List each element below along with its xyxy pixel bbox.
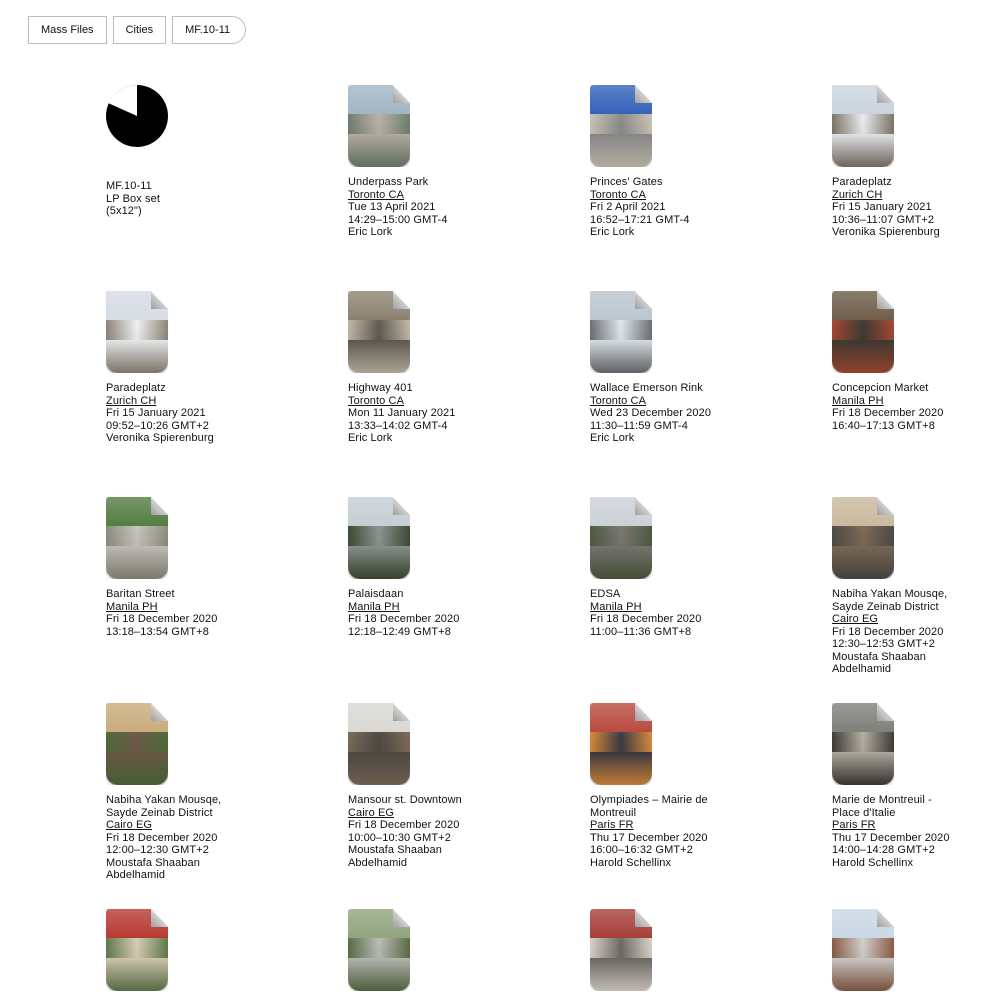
cities-button[interactable]: Cities: [113, 16, 167, 44]
file-meta: [590, 176, 790, 239]
file-card[interactable]: [590, 497, 790, 638]
set-button[interactable]: MF.10-11: [172, 16, 246, 44]
file-title: Paradeplatz: [832, 176, 892, 188]
location-link[interactable]: Manila PH: [348, 600, 400, 613]
file-date: Mon 11 January 2021: [348, 407, 456, 419]
file-date: Fri 18 December 2020: [106, 831, 218, 844]
file-meta: [590, 382, 790, 445]
file-time: 09:52–10:26 GMT+2: [106, 419, 209, 432]
file-thumbnail-icon[interactable]: [106, 703, 168, 785]
set-line-3: (5x12"): [106, 205, 142, 217]
file-thumbnail-icon[interactable]: [832, 291, 894, 373]
file-thumbnail-icon[interactable]: [348, 909, 410, 991]
mass-files-button[interactable]: Mass Files: [28, 16, 107, 44]
file-thumbnail-icon[interactable]: [590, 497, 652, 579]
file-thumbnail-icon[interactable]: [348, 497, 410, 579]
file-date: Fri 18 December 2020: [348, 819, 460, 831]
file-title: Underpass Park: [348, 176, 429, 188]
file-card[interactable]: [106, 909, 306, 1000]
file-time: 10:36–11:07 GMT+2: [832, 213, 935, 226]
location-link[interactable]: Cairo EG: [832, 613, 879, 625]
file-author: Abdelhamid: [106, 869, 166, 881]
location-link[interactable]: Toronto CA: [590, 394, 647, 407]
location-link[interactable]: Toronto CA: [348, 394, 405, 407]
file-title: Palaisdaan: [348, 588, 404, 600]
file-card[interactable]: [106, 291, 306, 445]
file-date: Fri 15 January 2021: [106, 407, 206, 419]
file-meta: [590, 588, 790, 638]
file-meta: [832, 382, 1000, 432]
file-title: Nabiha Yakan Mousqe,: [106, 794, 222, 806]
file-author: Eric Lork: [590, 432, 635, 444]
file-card[interactable]: [106, 497, 306, 638]
file-time: 12:30–12:53 GMT+2: [832, 638, 935, 650]
file-card[interactable]: [590, 909, 790, 1000]
file-title: Mansour st. Downtown: [348, 794, 462, 806]
location-link[interactable]: Manila PH: [832, 394, 884, 407]
top-navigation: [28, 16, 246, 44]
file-meta: [348, 588, 548, 638]
file-meta: [348, 382, 548, 445]
file-card[interactable]: [590, 85, 790, 239]
file-title: Place d'Italie: [832, 806, 896, 819]
file-title: Concepcion Market: [832, 382, 929, 394]
file-card[interactable]: [832, 909, 1000, 1000]
file-meta: [348, 176, 548, 239]
file-title: Baritan Street: [106, 588, 175, 600]
file-title: Princes' Gates: [590, 176, 663, 188]
file-card[interactable]: [106, 703, 306, 882]
set-line-2: LP Box set: [106, 192, 160, 205]
location-link[interactable]: Toronto CA: [590, 188, 647, 201]
file-author: Eric Lork: [348, 432, 393, 444]
file-date: Fri 18 December 2020: [106, 613, 218, 625]
file-author: Abdelhamid: [832, 663, 892, 675]
file-thumbnail-icon[interactable]: [590, 291, 652, 373]
file-thumbnail-icon[interactable]: [106, 291, 168, 373]
file-title: Sayde Zeinab District: [106, 806, 213, 819]
file-thumbnail-icon[interactable]: [832, 703, 894, 785]
location-link[interactable]: Zurich CH: [106, 394, 157, 407]
file-title: Nabiha Yakan Mousqe,: [832, 588, 948, 600]
file-thumbnail-icon[interactable]: [106, 909, 168, 991]
file-thumbnail-icon[interactable]: [590, 85, 652, 167]
file-title: Marie de Montreuil -: [832, 794, 932, 806]
file-thumbnail-icon[interactable]: [348, 291, 410, 373]
file-date: Fri 18 December 2020: [348, 613, 460, 625]
file-card[interactable]: [832, 497, 1000, 676]
file-time: 11:00–11:36 GMT+8: [590, 625, 692, 638]
file-author: Harold Schellinx: [832, 856, 914, 869]
file-title: EDSA: [590, 588, 621, 600]
file-thumbnail-icon[interactable]: [832, 909, 894, 991]
file-author: Eric Lork: [590, 226, 635, 238]
file-time: 12:00–12:30 GMT+2: [106, 844, 209, 856]
location-link[interactable]: Toronto CA: [348, 188, 405, 201]
file-thumbnail-icon[interactable]: [348, 85, 410, 167]
file-thumbnail-icon[interactable]: [832, 497, 894, 579]
file-thumbnail-icon[interactable]: [832, 85, 894, 167]
file-date: Fri 18 December 2020: [832, 625, 944, 638]
file-date: Fri 2 April 2021: [590, 201, 666, 213]
file-card[interactable]: [348, 703, 548, 869]
location-link[interactable]: Cairo EG: [106, 819, 153, 831]
file-card[interactable]: [590, 703, 790, 869]
file-title: Wallace Emerson Rink: [590, 382, 703, 394]
file-card[interactable]: [348, 85, 548, 239]
file-time: 12:18–12:49 GMT+8: [348, 625, 451, 638]
file-date: Fri 18 December 2020: [832, 407, 944, 419]
location-link[interactable]: Cairo EG: [348, 806, 395, 819]
file-date: Thu 17 December 2020: [832, 831, 950, 844]
file-time: 13:33–14:02 GMT-4: [348, 419, 448, 432]
file-meta: [832, 588, 1000, 676]
file-meta: [590, 794, 790, 869]
file-title: Olympiades – Mairie de: [590, 794, 708, 806]
file-time: 10:00–10:30 GMT+2: [348, 831, 451, 844]
file-title: Sayde Zeinab District: [832, 600, 939, 613]
file-author: Moustafa Shaaban: [832, 650, 926, 663]
file-time: 16:40–17:13 GMT+8: [832, 419, 935, 432]
file-meta: [832, 176, 1000, 239]
set-card[interactable]: [106, 85, 306, 218]
file-thumbnail-icon[interactable]: [590, 909, 652, 991]
file-title: Highway 401: [348, 382, 413, 394]
file-author: Veronika Spierenburg: [106, 432, 214, 444]
file-date: Tue 13 April 2021: [348, 201, 436, 213]
location-link[interactable]: Paris FR: [832, 819, 876, 831]
file-card[interactable]: [590, 291, 790, 445]
pie-chart-icon: [106, 85, 168, 147]
file-card[interactable]: [348, 497, 548, 638]
file-meta: [106, 794, 306, 882]
file-card[interactable]: [832, 703, 1000, 869]
file-thumbnail-icon[interactable]: [348, 703, 410, 785]
file-card[interactable]: [348, 909, 548, 1000]
file-date: Thu 17 December 2020: [590, 831, 708, 844]
location-link[interactable]: Zurich CH: [832, 188, 883, 201]
file-author: Abdelhamid: [348, 856, 408, 869]
file-card[interactable]: [832, 291, 1000, 432]
file-thumbnail-icon[interactable]: [590, 703, 652, 785]
file-card[interactable]: [832, 85, 1000, 239]
set-meta: [106, 180, 306, 218]
file-card[interactable]: [348, 291, 548, 445]
file-author: Harold Schellinx: [590, 856, 672, 869]
file-time: 11:30–11:59 GMT-4: [590, 419, 688, 432]
file-date: Fri 15 January 2021: [832, 201, 932, 213]
file-title: Montreuil: [590, 806, 637, 819]
file-date: Fri 18 December 2020: [590, 613, 702, 625]
file-meta: [832, 794, 1000, 869]
file-title: Paradeplatz: [106, 382, 166, 394]
set-id: MF.10-11: [106, 180, 152, 192]
file-time: 16:52–17:21 GMT-4: [590, 213, 690, 226]
location-link[interactable]: Manila PH: [106, 600, 158, 613]
file-meta: [348, 794, 548, 869]
file-thumbnail-icon[interactable]: [106, 497, 168, 579]
file-author: Moustafa Shaaban: [348, 844, 442, 856]
file-time: 14:29–15:00 GMT-4: [348, 213, 448, 226]
file-meta: [106, 382, 306, 445]
file-date: Wed 23 December 2020: [590, 407, 712, 419]
file-meta: [106, 588, 306, 638]
location-link[interactable]: Paris FR: [590, 819, 634, 831]
location-link[interactable]: Manila PH: [590, 600, 642, 613]
file-author: Moustafa Shaaban: [106, 856, 200, 869]
file-author: Eric Lork: [348, 226, 393, 238]
file-time: 13:18–13:54 GMT+8: [106, 625, 209, 638]
file-time: 16:00–16:32 GMT+2: [590, 844, 693, 856]
file-time: 14:00–14:28 GMT+2: [832, 844, 935, 856]
file-author: Veronika Spierenburg: [832, 226, 940, 238]
